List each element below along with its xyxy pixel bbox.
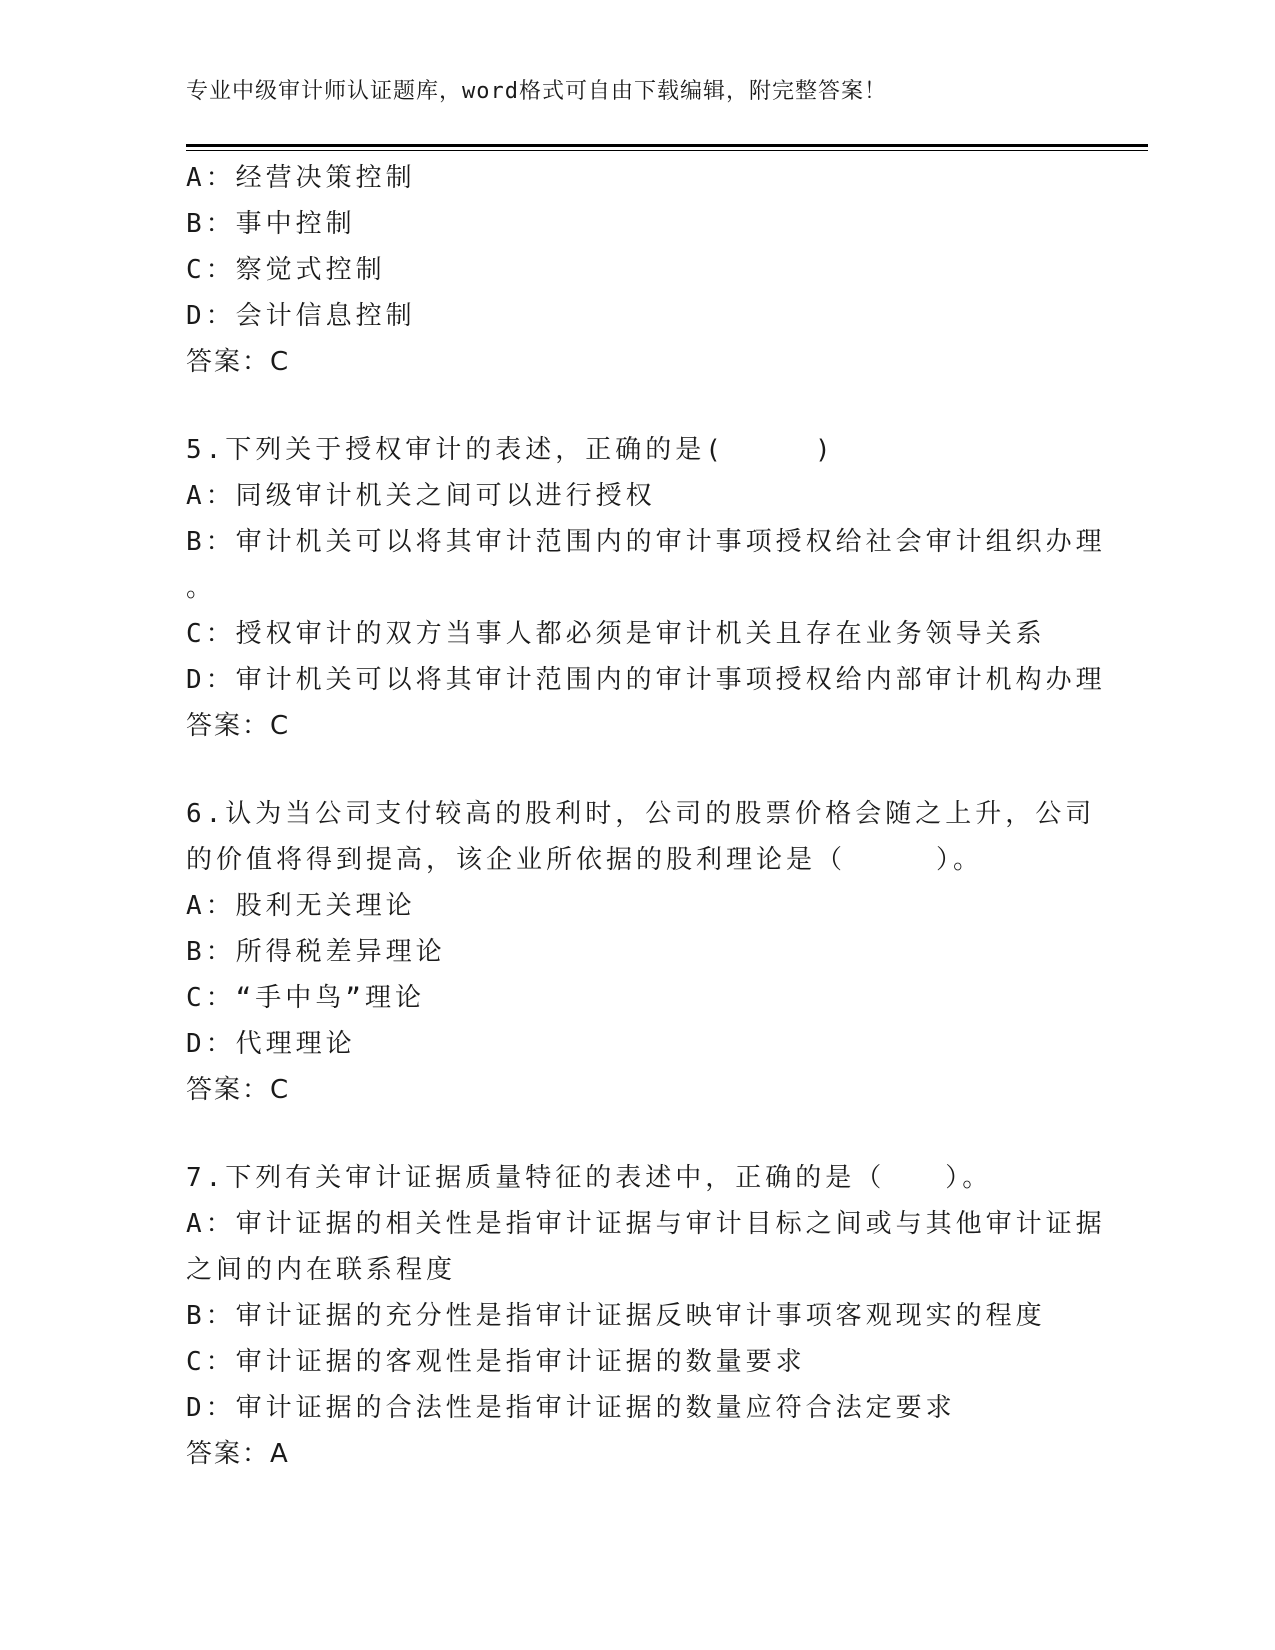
header-rule-thin xyxy=(186,150,1148,151)
header-rule-thick xyxy=(186,144,1148,147)
option-d: D：代理理论 xyxy=(186,1029,356,1059)
answer-line: 答案：A xyxy=(186,1439,290,1469)
answer-line: 答案：C xyxy=(186,711,291,741)
spacer xyxy=(186,1113,1086,1155)
question-5 xyxy=(186,427,1106,749)
question-stem-line-2: 的价值将得到提高，该企业所依据的股利理论是（ ）。 xyxy=(186,845,984,875)
option-d: D：审计证据的合法性是指审计证据的数量应符合法定要求 xyxy=(186,1393,956,1423)
option-c: C：审计证据的客观性是指审计证据的数量要求 xyxy=(186,1347,806,1377)
question-list xyxy=(186,155,1106,1477)
question-7 xyxy=(186,1155,1106,1477)
question-4-tail xyxy=(186,155,1086,385)
option-b: B：审计证据的充分性是指审计证据反映审计事项客观现实的程度 xyxy=(186,1301,1046,1331)
option-c: C：授权审计的双方当事人都必须是审计机关且存在业务领导关系 xyxy=(186,619,1046,649)
option-d: D：会计信息控制 xyxy=(186,301,416,331)
answer-line: 答案：C xyxy=(186,347,291,377)
spacer xyxy=(186,749,1086,791)
option-a: A：经营决策控制 xyxy=(186,163,416,193)
option-a: A：审计证据的相关性是指审计证据与审计目标之间或与其他审计证据 xyxy=(186,1209,1106,1239)
option-a: A：股利无关理论 xyxy=(186,891,416,921)
option-c: C：察觉式控制 xyxy=(186,255,386,285)
page-header: 专业中级审计师认证题库，word格式可自由下载编辑，附完整答案！ xyxy=(186,79,887,104)
spacer xyxy=(186,385,1086,427)
answer-line: 答案：C xyxy=(186,1075,291,1105)
option-d: D：审计机关可以将其审计范围内的审计事项授权给内部审计机构办理 xyxy=(186,665,1106,695)
option-b: B：审计机关可以将其审计范围内的审计事项授权给社会审计组织办理 xyxy=(186,527,1106,557)
option-b: B：事中控制 xyxy=(186,209,356,239)
question-stem-line-1: 6.认为当公司支付较高的股利时，公司的股票价格会随之上升，公司 xyxy=(186,799,1096,829)
question-stem: 7.下列有关审计证据质量特征的表述中，正确的是（ ）。 xyxy=(186,1163,993,1193)
option-c: C：“手中鸟”理论 xyxy=(186,983,425,1013)
option-b-continuation: 。 xyxy=(186,573,217,603)
option-b: B：所得税差异理论 xyxy=(186,937,446,967)
question-stem: 5.下列关于授权审计的表述，正确的是( ) xyxy=(186,435,835,465)
question-6 xyxy=(186,791,1096,1113)
option-a: A：同级审计机关之间可以进行授权 xyxy=(186,481,656,511)
option-a-continuation: 之间的内在联系程度 xyxy=(186,1255,457,1285)
